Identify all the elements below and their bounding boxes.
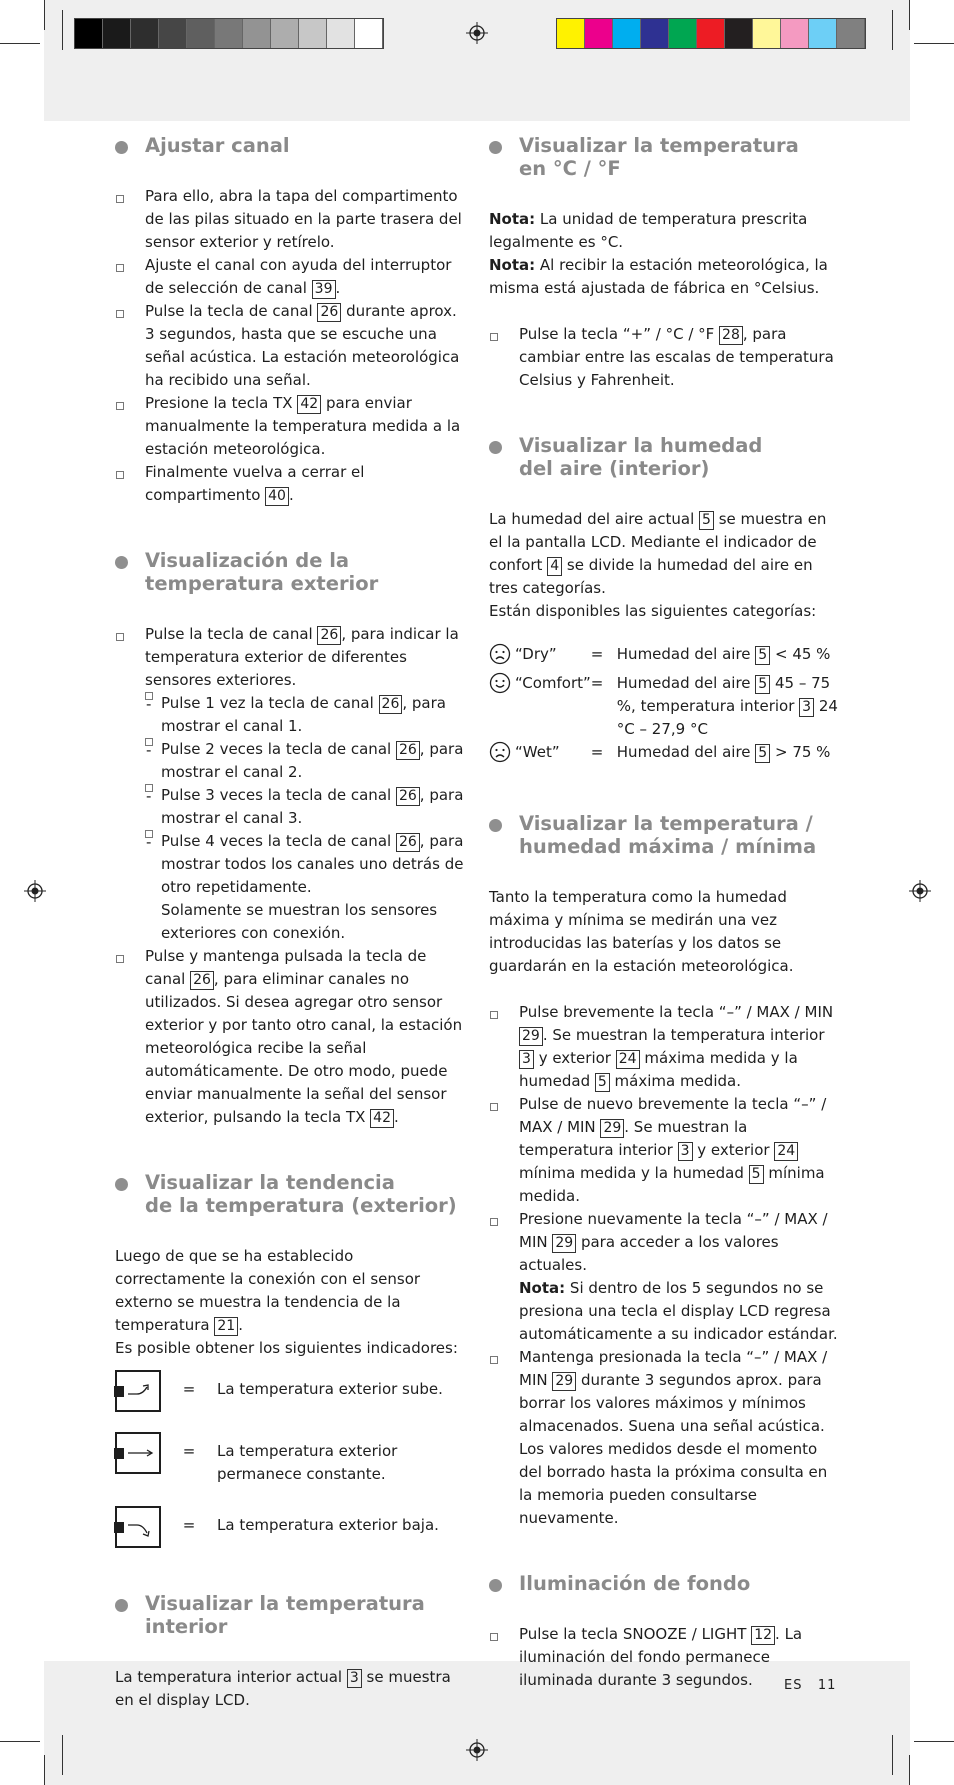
reference-number: 29 <box>519 1027 543 1046</box>
crop-mark <box>909 0 910 30</box>
crop-mark <box>44 0 45 30</box>
crop-mark <box>909 1755 910 1785</box>
reference-number: 5 <box>595 1073 610 1092</box>
sub-list <box>145 692 465 899</box>
page-number: 11 <box>817 1678 837 1693</box>
section-heading <box>115 549 465 595</box>
reference-number: 5 <box>755 675 770 694</box>
color-swatch <box>243 19 271 48</box>
table-row: “Dry” = Humedad del aire 5 < 45 % <box>489 643 839 672</box>
comfort-category-table <box>489 643 839 770</box>
heading-bullet <box>489 819 502 832</box>
crop-mark <box>0 43 40 44</box>
list-item: Pulse brevemente la tecla “–” / MAX / MIN 29 . Se muestran la temperatura interior 3 y exterior 24 máxima medida y la humedad 5 máxima medida. <box>489 1001 839 1093</box>
language-code: ES <box>784 1678 803 1693</box>
list-item: Pulse la tecla de canal 26 , para indicar la temperatura exterior de diferentes sensores exteriores. - Pulse 1 vez la tecla de canal 26 , para mostrar el canal 1. - Pulse 2 veces la tecla de canal 26 , para mostrar el canal 2. - Pulse 3 veces la tecla de canal 26 , para mostrar el canal 3. - Pulse 4 veces la tecla de canal 26 , para mostrar todos los canales uno detrás de otro repetidamente. Solamente se muestran los sensores exteriores con conexión. <box>115 623 465 945</box>
trend-down-icon <box>115 1506 161 1548</box>
section-heading <box>489 812 839 858</box>
color-swatch <box>557 19 585 48</box>
reference-number: 24 <box>616 1050 640 1069</box>
color-swatch <box>103 19 131 48</box>
trend-description: La temperatura exterior permanece constante. <box>217 1442 398 1483</box>
happy-face-icon <box>489 672 511 694</box>
step-list <box>115 623 465 1129</box>
section-title: Visualizar la tendencia de la temperatura (exterior) <box>145 1171 457 1217</box>
reference-number: 26 <box>396 787 420 806</box>
section-heading <box>489 134 839 180</box>
trend-steady-row: = La temperatura exterior permanece constante. <box>115 1432 465 1486</box>
color-swatch <box>75 19 103 48</box>
section-heading <box>115 134 465 157</box>
reference-number: 3 <box>678 1142 693 1161</box>
color-swatch <box>613 19 641 48</box>
section-heading <box>115 1592 465 1638</box>
section-title: Visualizar la temperatura interior <box>145 1592 425 1638</box>
list-item: Para ello, abra la tapa del compartimento de las pilas situado en la parte trasera del sensor exterior y retírelo. <box>115 185 465 254</box>
crop-mark <box>892 1735 893 1775</box>
sub-note: Solamente se muestran los sensores exteriores con conexión. <box>161 901 438 942</box>
note: Nota: Al recibir la estación meteorológica, la misma está ajustada de fábrica en °Celsius. <box>489 256 828 297</box>
reference-number: 26 <box>396 833 420 852</box>
reference-number: 29 <box>552 1234 576 1253</box>
heading-bullet <box>115 556 128 569</box>
list-item: Presione la tecla TX 42 para enviar manualmente la temperatura medida a la estación meteorológica. <box>115 392 465 461</box>
reference-number: 28 <box>719 326 743 345</box>
table-row: “Comfort” = Humedad del aire 5 45 – 75 %, temperatura interior 3 24 °C – 27,9 °C <box>489 672 839 741</box>
process-color-bar <box>556 18 866 49</box>
color-swatch <box>299 19 327 48</box>
trend-description: La temperatura exterior sube. <box>217 1380 443 1398</box>
list-item: Mantenga presionada la tecla “–” / MAX / MIN 29 durante 3 segundos aprox. para borrar los valores máximos y mínimos almacenados. Suena una señal acústica. Los valores medidos desde el momento del borrado hasta la próxima consulta en la memoria pueden consultarse nuevamente. <box>489 1346 839 1530</box>
heading-bullet <box>115 141 128 154</box>
sad-face-icon <box>489 643 511 665</box>
color-swatch <box>725 19 753 48</box>
reference-number: 12 <box>751 1626 775 1645</box>
crop-mark <box>892 10 893 50</box>
heading-bullet <box>489 441 502 454</box>
reference-number: 4 <box>547 557 562 576</box>
reference-number: 5 <box>755 744 770 763</box>
crop-mark <box>914 43 954 44</box>
section-title: Iluminación de fondo <box>519 1572 751 1595</box>
heading-bullet <box>489 1579 502 1592</box>
list-item: Pulse y mantenga pulsada la tecla de canal 26 , para eliminar canales no utilizados. Si desea agregar otro sensor exterior y por tanto otro canal, la estación meteorológica recibe la señal automáticamente. De otro modo, puede enviar manualmente la señal del sensor exterior, pulsando la tecla TX 42 . <box>115 945 465 1129</box>
color-swatch <box>641 19 669 48</box>
section-title: Ajustar canal <box>145 134 290 157</box>
trend-description: La temperatura exterior baja. <box>217 1516 439 1534</box>
list-item: Pulse la tecla de canal 26 durante aprox. 3 segundos, hasta que se escuche una señal acústica. La estación meteorológica ha recibido una señal. <box>115 300 465 392</box>
list-item: Pulse la tecla “+” / °C / °F 28 , para cambiar entre las escalas de temperatura Celsius y Fahrenheit. <box>489 323 839 392</box>
reference-number: 26 <box>190 971 214 990</box>
trend-steady-icon <box>115 1432 161 1474</box>
reference-number: 29 <box>552 1372 576 1391</box>
reference-number: 21 <box>214 1317 238 1336</box>
section-heading <box>489 434 839 480</box>
list-item: Finalmente vuelva a cerrar el compartimento 40 . <box>115 461 465 507</box>
section-title: Visualización de la temperatura exterior <box>145 549 379 595</box>
heading-bullet <box>489 141 502 154</box>
color-swatch <box>837 19 865 48</box>
color-swatch <box>187 19 215 48</box>
paragraph: Es posible obtener los siguientes indicadores: <box>115 1339 458 1357</box>
color-swatch <box>585 19 613 48</box>
reference-number: 3 <box>799 698 814 717</box>
color-swatch <box>809 19 837 48</box>
reference-number: 26 <box>317 303 341 322</box>
color-swatch <box>355 19 383 48</box>
trend-up-icon <box>115 1370 161 1412</box>
section-title: Visualizar la temperatura en °C / °F <box>519 134 799 180</box>
reference-number: 5 <box>749 1165 764 1184</box>
paragraph: Luego de que se ha establecido correctamente la conexión con el sensor externo se muestra la tendencia de la temperatura 21 . <box>115 1247 421 1334</box>
trend-rising-row: = La temperatura exterior sube. <box>115 1370 465 1412</box>
color-swatch <box>669 19 697 48</box>
crop-mark <box>0 1741 40 1742</box>
list-item: Ajuste el canal con ayuda del interruptor de selección de canal 39 . <box>115 254 465 300</box>
color-swatch <box>159 19 187 48</box>
note: Nota: La unidad de temperatura prescrita legalmente es °C. <box>489 210 808 251</box>
section-heading <box>115 1171 465 1217</box>
registration-mark-icon <box>909 880 931 902</box>
grayscale-color-bar <box>74 18 384 49</box>
sub-list-item: - Pulse 1 vez la tecla de canal 26 , para mostrar el canal 1. <box>145 692 465 738</box>
section-title: Visualizar la temperatura / humedad máxima / mínima <box>519 812 817 858</box>
heading-bullet <box>115 1178 128 1191</box>
color-swatch <box>271 19 299 48</box>
reference-number: 26 <box>379 695 403 714</box>
registration-mark-icon <box>466 1739 488 1761</box>
reference-number: 5 <box>755 646 770 665</box>
heading-bullet <box>115 1599 128 1612</box>
step-list <box>489 1001 839 1530</box>
sub-list-item: - Pulse 2 veces la tecla de canal 26 , para mostrar el canal 2. <box>145 738 465 784</box>
reference-number: 3 <box>519 1050 534 1069</box>
left-column <box>115 134 465 1712</box>
reference-number: 26 <box>396 741 420 760</box>
step-list <box>115 185 465 507</box>
crop-mark <box>44 1755 45 1785</box>
color-swatch <box>131 19 159 48</box>
sad-face-icon <box>489 741 511 763</box>
reference-number: 40 <box>265 487 289 506</box>
paragraph: Tanto la temperatura como la humedad máxima y mínima se medirán una vez introducidas las baterías y los datos se guardarán en la estación meteorológica. <box>489 888 794 975</box>
color-swatch <box>781 19 809 48</box>
reference-number: 42 <box>370 1109 394 1128</box>
table-row: “Wet” = Humedad del aire 5 > 75 % <box>489 741 839 770</box>
paragraph: Están disponibles las siguientes categorías: <box>489 602 817 620</box>
list-item: Pulse la tecla SNOOZE / LIGHT 12 . La iluminación del fondo permanece iluminada durante 3 segundos. <box>489 1623 839 1692</box>
reference-number: 29 <box>600 1119 624 1138</box>
crop-mark <box>914 1741 954 1742</box>
color-swatch <box>327 19 355 48</box>
list-item: Presione nuevamente la tecla “–” / MAX / MIN 29 para acceder a los valores actuales. Nota: Si dentro de los 5 segundos no se presiona una tecla el display LCD regresa automáticamente a su indicador estándar. <box>489 1208 839 1346</box>
reference-number: 5 <box>699 511 714 530</box>
sub-list-item: - Pulse 3 veces la tecla de canal 26 , para mostrar el canal 3. <box>145 784 465 830</box>
paragraph: La temperatura interior actual 3 se muestra en el display LCD. <box>115 1668 451 1709</box>
section-title: Visualizar la humedad del aire (interior) <box>519 434 763 480</box>
crop-mark <box>62 1735 63 1775</box>
reference-number: 24 <box>774 1142 798 1161</box>
list-item: Pulse de nuevo brevemente la tecla “–” / MAX / MIN 29 . Se muestran la temperatura interior 3 y exterior 24 mínima medida y la humedad 5 mínima medida. <box>489 1093 839 1208</box>
section-heading <box>489 1572 839 1595</box>
reference-number: 3 <box>347 1669 362 1688</box>
reference-number: 39 <box>312 280 336 299</box>
sub-list-item: - Pulse 4 veces la tecla de canal 26 , para mostrar todos los canales uno detrás de otro repetidamente. <box>145 830 465 899</box>
color-swatch <box>215 19 243 48</box>
trend-falling-row: = La temperatura exterior baja. <box>115 1506 465 1548</box>
crop-mark <box>62 10 63 50</box>
color-swatch <box>697 19 725 48</box>
step-list <box>489 323 839 392</box>
reference-number: 26 <box>317 626 341 645</box>
registration-mark-icon <box>24 880 46 902</box>
page-footer <box>784 1678 836 1693</box>
reference-number: 42 <box>297 395 321 414</box>
paragraph: La humedad del aire actual 5 se muestra en el la pantalla LCD. Mediante el indicador de confort 4 se divide la humedad del aire en tres categorías. <box>489 510 827 597</box>
color-swatch <box>753 19 781 48</box>
right-column <box>489 134 839 1692</box>
registration-mark-icon <box>466 22 488 44</box>
